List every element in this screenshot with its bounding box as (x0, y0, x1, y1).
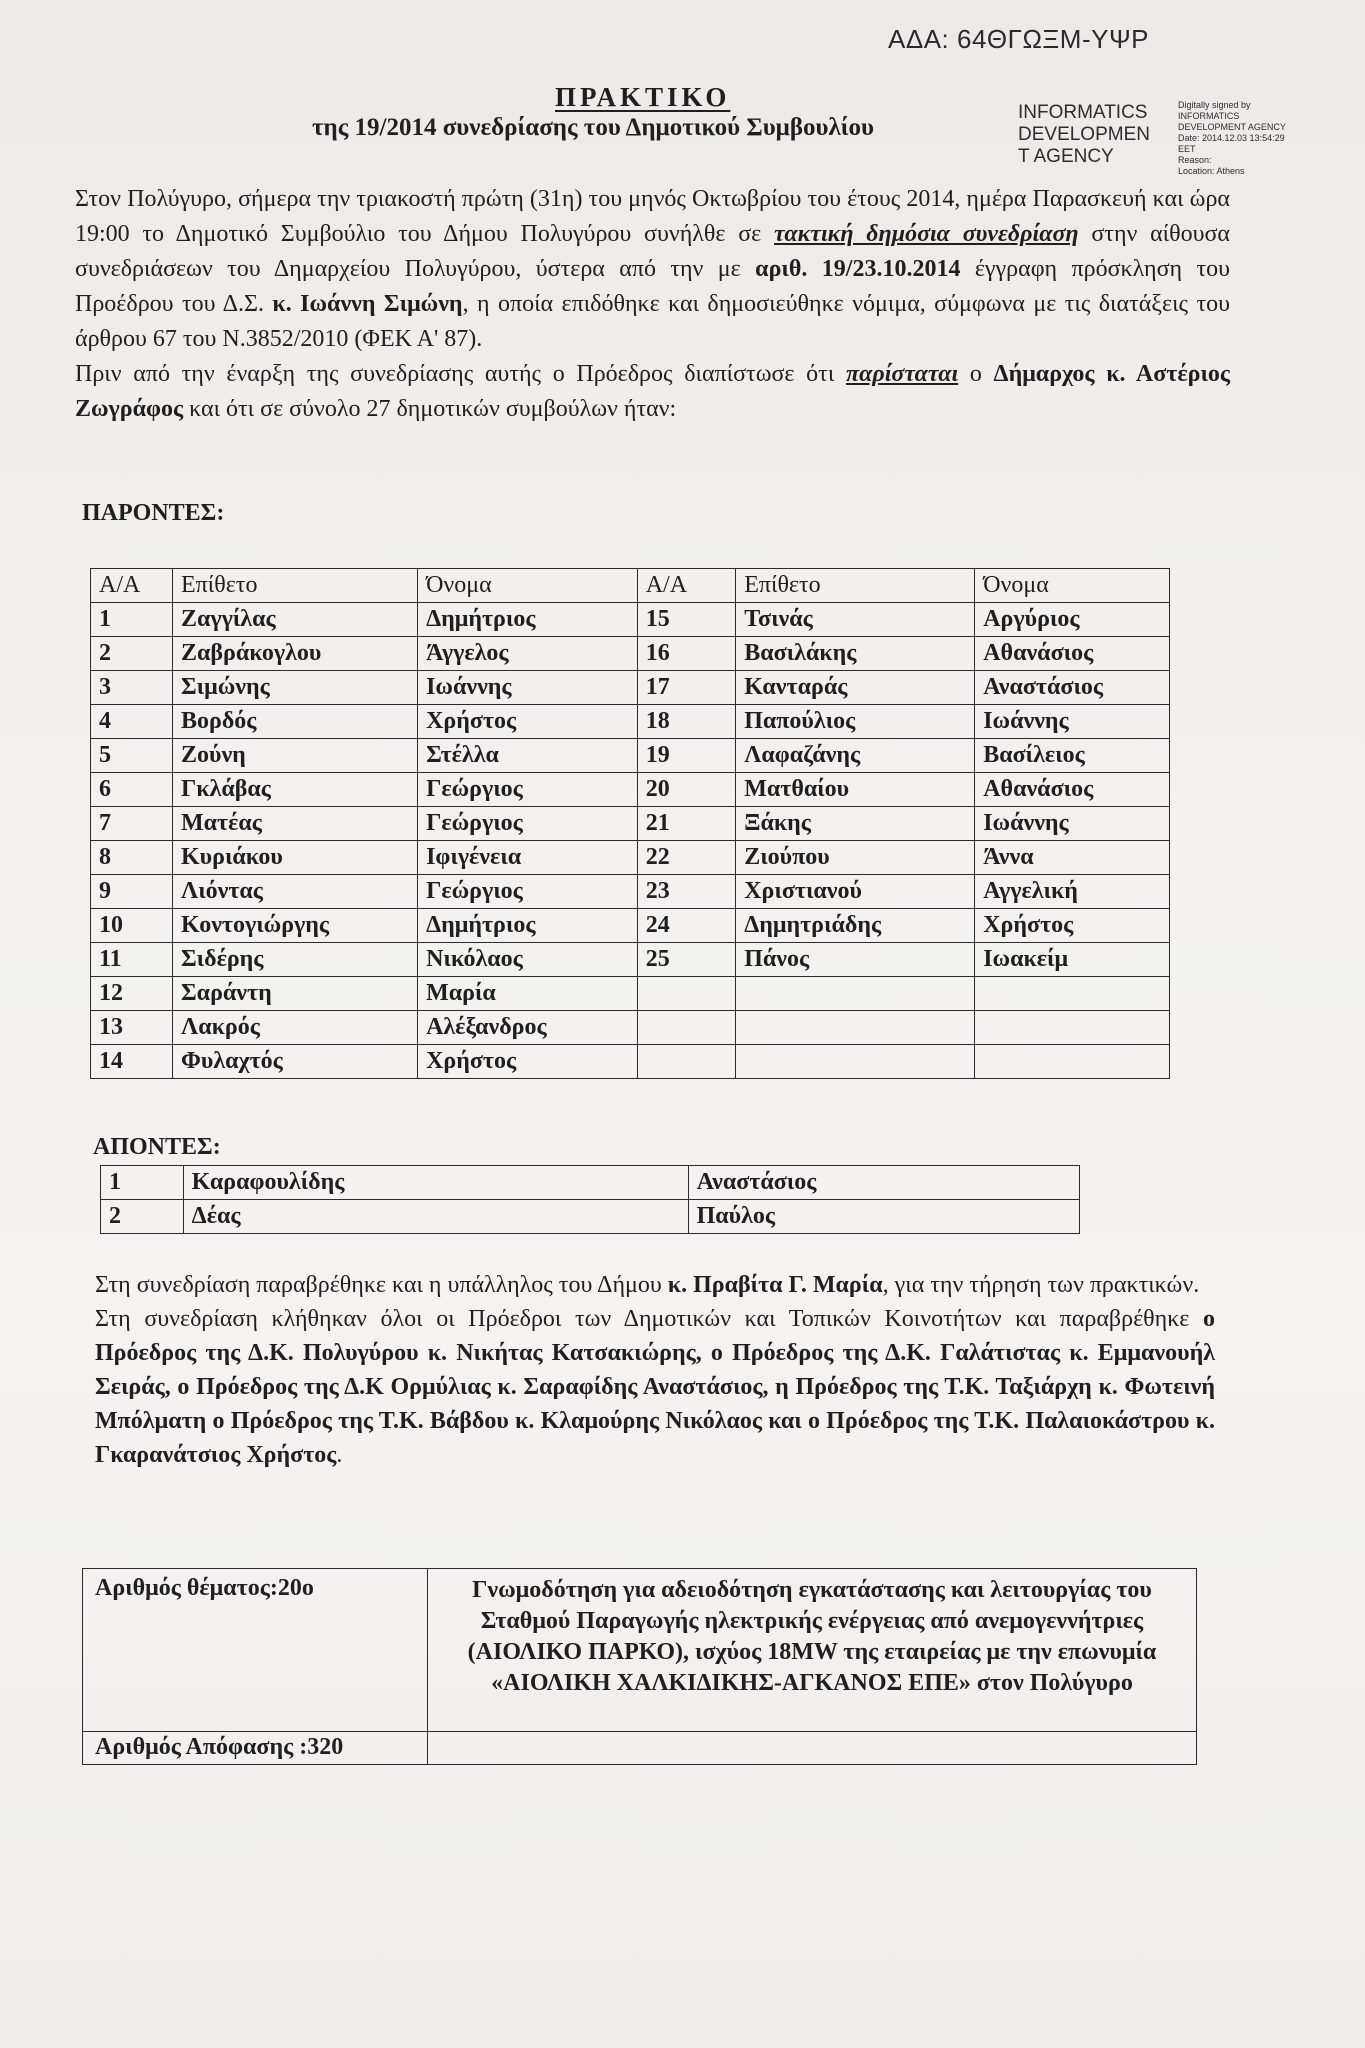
present-member-cell (637, 977, 736, 1011)
present-member-cell: Κυριάκου (172, 841, 417, 875)
present-member-row (91, 807, 1170, 841)
present-heading: ΠΑΡΟΝΤΕΣ: (82, 500, 225, 526)
present-member-row (91, 773, 1170, 807)
present-member-cell: 17 (637, 671, 736, 705)
present-member-cell: Γκλάβας (172, 773, 417, 807)
signature-org-line: INFORMATICS (1018, 102, 1148, 123)
present-member-row (91, 603, 1170, 637)
present-member-cell: Χρήστος (975, 909, 1170, 943)
present-member-cell: Λαφαζάνης (736, 739, 975, 773)
intro-text (75, 182, 1230, 427)
absent-member-cell: Δέας (183, 1200, 688, 1234)
present-member-cell: Λιόντας (172, 875, 417, 909)
present-member-cell: Βασίλειος (975, 739, 1170, 773)
present-member-cell: Αθανάσιος (975, 637, 1170, 671)
present-member-cell: 11 (91, 943, 173, 977)
present-member-cell: 23 (637, 875, 736, 909)
present-member-cell: 6 (91, 773, 173, 807)
intro-paragraph-2: Πριν από την έναρξη της συνεδρίασης αυτής ο Πρόεδρος διαπίστωσε ότι παρίσταται ο Δήμαρχος κ. Αστέριος Ζωγράφος και ότι σε σύνολο 27 δημοτικών συμβούλων ήταν: (75, 361, 1231, 422)
present-member-row (91, 875, 1170, 909)
present-member-cell: 4 (91, 705, 173, 739)
present-member-cell: Γεώργιος (418, 773, 638, 807)
present-member-cell (637, 1045, 736, 1079)
present-member-cell: Βορδός (172, 705, 417, 739)
signature-detail-line: Date: 2014.12.03 13:54:29 (1178, 133, 1285, 143)
present-member-cell (637, 1011, 736, 1045)
present-member-row (91, 1011, 1170, 1045)
present-member-cell: Αγγελική (975, 875, 1170, 909)
present-member-cell: Ιωάννης (418, 671, 638, 705)
present-member-cell: 20 (637, 773, 736, 807)
digital-signature-details (1178, 100, 1328, 177)
closing-text (95, 1268, 1215, 1472)
absent-heading: ΑΠΟΝΤΕΣ: (93, 1134, 221, 1160)
present-member-cell: Παπούλιος (736, 705, 975, 739)
signature-detail-line: DEVELOPMENT AGENCY (1178, 122, 1286, 132)
present-member-cell: 25 (637, 943, 736, 977)
topic-row (83, 1569, 1197, 1732)
present-member-cell: Μαρία (418, 977, 638, 1011)
present-member-cell: Νικόλαος (418, 943, 638, 977)
present-member-cell: Ματθαίου (736, 773, 975, 807)
present-member-cell (736, 1011, 975, 1045)
present-member-cell: Ζαγγίλας (172, 603, 417, 637)
present-member-cell: Γεώργιος (418, 807, 638, 841)
present-member-cell: Ζούνη (172, 739, 417, 773)
present-member-cell: 2 (91, 637, 173, 671)
present-member-cell: 24 (637, 909, 736, 943)
closing-paragraph-1: Στη συνεδρίαση παραβρέθηκε και η υπάλληλος του Δήμου κ. Πραβίτα Γ. Μαρία, για την τήρηση των πρακτικών. (95, 1272, 1200, 1298)
present-member-cell: 10 (91, 909, 173, 943)
present-member-row (91, 977, 1170, 1011)
present-member-cell: Ξάκης (736, 807, 975, 841)
present-member-cell: 7 (91, 807, 173, 841)
present-member-cell: Αλέξανδρος (418, 1011, 638, 1045)
closing-paragraph-2: Στη συνεδρίαση κλήθηκαν όλοι οι Πρόεδροι των Δημοτικών και Τοπικών Κοινοτήτων και παραβρέθηκε ο Πρόεδρος της Δ.Κ. Πολυγύρου κ. Νικήτας Κατσακιώρης, ο Πρόεδρος της Δ.Κ. Γαλάτιστας κ. Εμμανουήλ Σειράς, ο Πρόεδρος της Δ.Κ Ορμύλιας κ. Σαραφίδης Αναστάσιος, η Πρόεδρος της Τ.Κ. Ταξιάρχη κ. Φωτεινή Μπόλματη ο Πρόεδρος της Τ.Κ. Βάβδου κ. Κλαμούρης Νικόλαος και ο Πρόεδρος της Τ.Κ. Παλαιοκάστρου κ. Γκαρανάτσιος Χρήστος. (95, 1306, 1215, 1468)
decision-row (83, 1732, 1197, 1765)
present-member-cell: Κοντογιώργης (172, 909, 417, 943)
topic-number: Αριθμός θέματος:20ο (83, 1569, 428, 1732)
present-column-header: Α/Α (91, 569, 173, 603)
present-member-cell: 1 (91, 603, 173, 637)
present-member-cell: Άγγελος (418, 637, 638, 671)
present-member-cell: 15 (637, 603, 736, 637)
decision-empty-cell (428, 1732, 1197, 1765)
present-member-cell: Χριστιανού (736, 875, 975, 909)
present-member-cell: Ζαβράκογλου (172, 637, 417, 671)
present-member-cell (975, 977, 1170, 1011)
signature-detail-line: Location: Athens (1178, 166, 1245, 176)
present-member-cell: 14 (91, 1045, 173, 1079)
present-column-header: Επίθετο (736, 569, 975, 603)
present-member-cell: Χρήστος (418, 1045, 638, 1079)
present-member-cell: 22 (637, 841, 736, 875)
present-header-row (91, 569, 1170, 603)
present-column-header: Α/Α (637, 569, 736, 603)
present-member-cell: Πάνος (736, 943, 975, 977)
present-member-row (91, 909, 1170, 943)
signature-detail-line: EET (1178, 144, 1196, 154)
signature-organization (1018, 102, 1178, 168)
present-member-cell: 16 (637, 637, 736, 671)
present-member-row (91, 705, 1170, 739)
present-member-cell: Ιωακείμ (975, 943, 1170, 977)
present-member-cell: Δημητριάδης (736, 909, 975, 943)
present-member-row (91, 739, 1170, 773)
present-column-header: Επίθετο (172, 569, 417, 603)
present-member-cell: 3 (91, 671, 173, 705)
present-member-row (91, 637, 1170, 671)
present-member-cell: 9 (91, 875, 173, 909)
present-member-cell: Αθανάσιος (975, 773, 1170, 807)
present-member-cell: Φυλαχτός (172, 1045, 417, 1079)
absent-member-cell: Καραφουλίδης (183, 1166, 688, 1200)
present-member-cell (975, 1011, 1170, 1045)
present-member-cell: Αναστάσιος (975, 671, 1170, 705)
present-member-cell: Χρήστος (418, 705, 638, 739)
present-member-cell: Ιωάννης (975, 705, 1170, 739)
present-member-cell: 13 (91, 1011, 173, 1045)
present-member-cell: Λακρός (172, 1011, 417, 1045)
signature-org-line: T AGENCY (1018, 146, 1114, 167)
present-member-cell: Ιφιγένεια (418, 841, 638, 875)
ada-code: ΑΔΑ: 64ΘΓΩΞΜ-ΥΨΡ (888, 24, 1150, 54)
present-member-cell: Ιωάννης (975, 807, 1170, 841)
present-column-header: Όνομα (975, 569, 1170, 603)
present-column-header: Όνομα (418, 569, 638, 603)
intro-paragraph-1: Στον Πολύγυρο, σήμερα την τριακοστή πρώτη (31η) του μηνός Οκτωβρίου του έτους 2014, ημέρα Παρασκευή και ώρα 19:00 το Δημοτικό Συμβούλιο του Δήμου Πολυγύρου συνήλθε σε τακτική δημόσια συνεδρίαση στην αίθουσα συνεδριάσεων του Δημαρχείου Πολυγύρου, ύστερα από την με αριθ. 19/23.10.2014 έγγραφη πρόσκληση του Προέδρου του Δ.Σ. κ. Ιωάννη Σιμώνη, η οποία επιδόθηκε και δημοσιεύθηκε νόμιμα, σύμφωνα με τις διατάξεις του άρθρου 67 του Ν.3852/2010 (ΦΕΚ Α' 87). (75, 186, 1231, 352)
absent-member-row (101, 1200, 1080, 1234)
topic-table (82, 1568, 1197, 1765)
present-member-cell: Στέλλα (418, 739, 638, 773)
present-member-cell: Γεώργιος (418, 875, 638, 909)
signature-detail-line: INFORMATICS (1178, 111, 1240, 121)
decision-number: Αριθμός Απόφασης :320 (83, 1732, 428, 1765)
present-member-cell: Δημήτριος (418, 909, 638, 943)
present-member-cell: Ζιούπου (736, 841, 975, 875)
present-member-cell: Βασιλάκης (736, 637, 975, 671)
topic-description: Γνωμοδότηση για αδειοδότηση εγκατάστασης και λειτουργίας του Σταθμού Παραγωγής ηλεκτρικής ενέργειας από ανεμογεννήτριες (ΑΙΟΛΙΚΟ ΠΑΡΚΟ), ισχύος 18MW της εταιρείας με την επωνυμία «ΑΙΟΛΙΚΗ ΧΑΛΚΙΔΙΚΗΣ-ΑΓΚΑΝΟΣ ΕΠΕ» στον Πολύγυρο (428, 1569, 1197, 1732)
present-member-cell: 8 (91, 841, 173, 875)
present-member-cell: Ματέας (172, 807, 417, 841)
present-member-cell: 21 (637, 807, 736, 841)
absent-member-cell: Αναστάσιος (688, 1166, 1079, 1200)
present-member-cell: Αργύριος (975, 603, 1170, 637)
present-member-cell: Άννα (975, 841, 1170, 875)
present-member-row (91, 841, 1170, 875)
present-member-cell: Κανταράς (736, 671, 975, 705)
signature-org-line: DEVELOPMEN (1018, 124, 1150, 145)
document-title: ΠΡΑΚΤΙΚΟ (555, 82, 731, 112)
present-member-row (91, 1045, 1170, 1079)
present-member-row (91, 671, 1170, 705)
document-subtitle: της 19/2014 συνεδρίασης του Δημοτικού Συμβουλίου (312, 114, 875, 141)
signature-detail-line: Reason: (1178, 155, 1212, 165)
present-member-cell: 12 (91, 977, 173, 1011)
absent-members-table (100, 1165, 1080, 1234)
absent-member-cell: Παύλος (688, 1200, 1079, 1234)
present-member-cell: 5 (91, 739, 173, 773)
present-member-row (91, 943, 1170, 977)
present-member-cell: Δημήτριος (418, 603, 638, 637)
present-member-cell: Σιμώνης (172, 671, 417, 705)
present-member-cell (736, 977, 975, 1011)
present-member-cell: 19 (637, 739, 736, 773)
absent-member-cell: 1 (101, 1166, 184, 1200)
present-member-cell: Σιδέρης (172, 943, 417, 977)
present-member-cell: 18 (637, 705, 736, 739)
present-member-cell (975, 1045, 1170, 1079)
present-member-cell: Σαράντη (172, 977, 417, 1011)
signature-detail-line: Digitally signed by (1178, 100, 1251, 110)
present-members-table (90, 568, 1170, 1079)
present-member-cell: Τσινάς (736, 603, 975, 637)
absent-member-row (101, 1166, 1080, 1200)
present-member-cell (736, 1045, 975, 1079)
absent-member-cell: 2 (101, 1200, 184, 1234)
